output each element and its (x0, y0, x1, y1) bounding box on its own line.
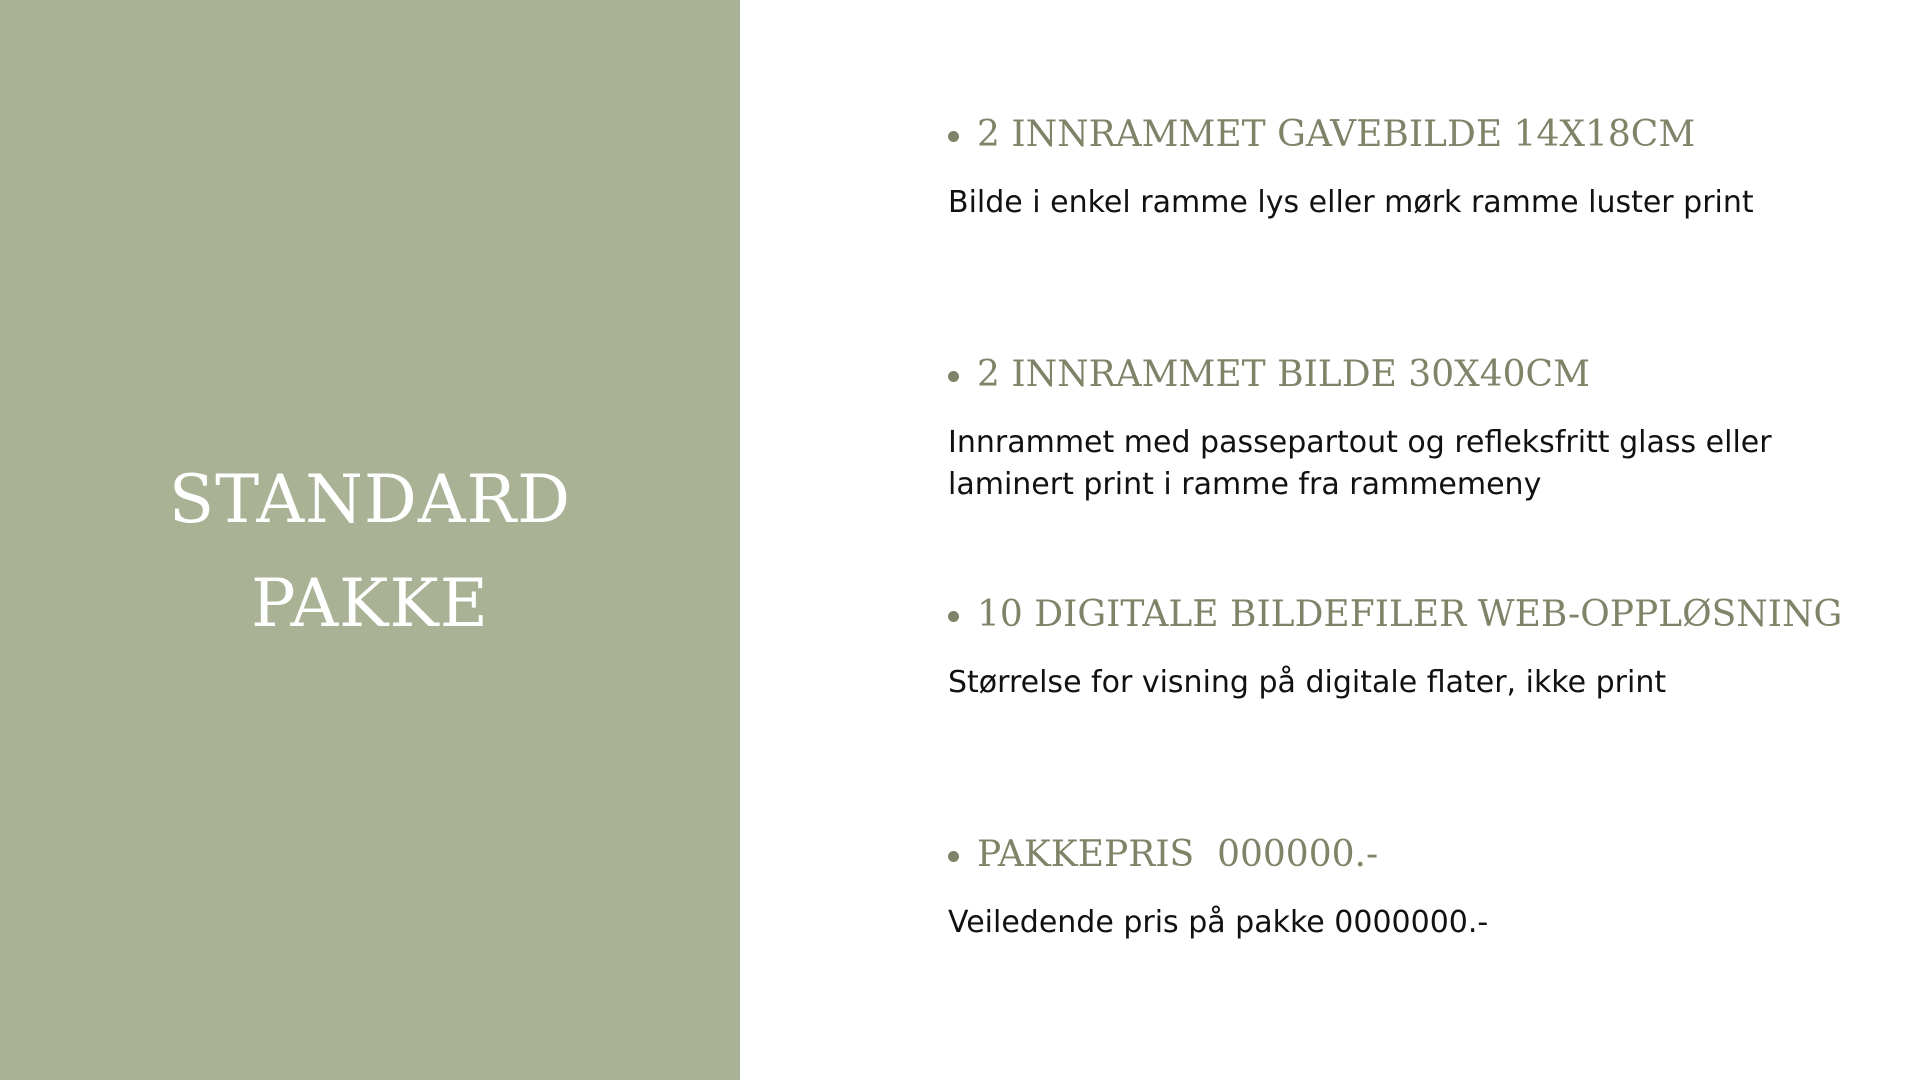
package-item-heading-text: 2 INNRAMMET GAVEBILDE 14X18CM (977, 113, 1696, 155)
package-item-heading-text: 10 DIGITALE BILDEFILER WEB-OPPLØSNING (977, 593, 1843, 635)
package-item-heading (948, 590, 1843, 638)
package-item-description: Bilde i enkel ramme lys eller mørk ramme luster print (948, 185, 1754, 220)
package-item-heading (948, 350, 1828, 398)
package-item-description: Innrammet med passepartout og refleksfritt glass eller laminert print i ramme fra rammemeny (948, 425, 1772, 502)
package-item (948, 590, 1843, 704)
package-item-heading-text: PAKKEPRIS 000000.- (977, 833, 1379, 875)
bullet-icon (948, 611, 959, 622)
package-item-heading-text: 2 INNRAMMET BILDE 30X40CM (977, 353, 1590, 395)
package-item-description: Veiledende pris på pakke 0000000.- (948, 905, 1489, 940)
package-item-description: Størrelse for visning på digitale flater, ikke print (948, 665, 1667, 700)
bullet-icon (948, 851, 959, 862)
package-title (0, 448, 740, 656)
package-item (948, 350, 1828, 506)
package-item-heading (948, 110, 1828, 158)
package-title-line-2: PAKKE (251, 565, 489, 642)
left-panel (0, 0, 740, 1080)
package-item (948, 830, 1828, 944)
bullet-icon (948, 371, 959, 382)
package-title-line-1: STANDARD (168, 461, 572, 538)
bullet-icon (948, 131, 959, 142)
package-item-heading (948, 830, 1828, 878)
package-item (948, 110, 1828, 224)
